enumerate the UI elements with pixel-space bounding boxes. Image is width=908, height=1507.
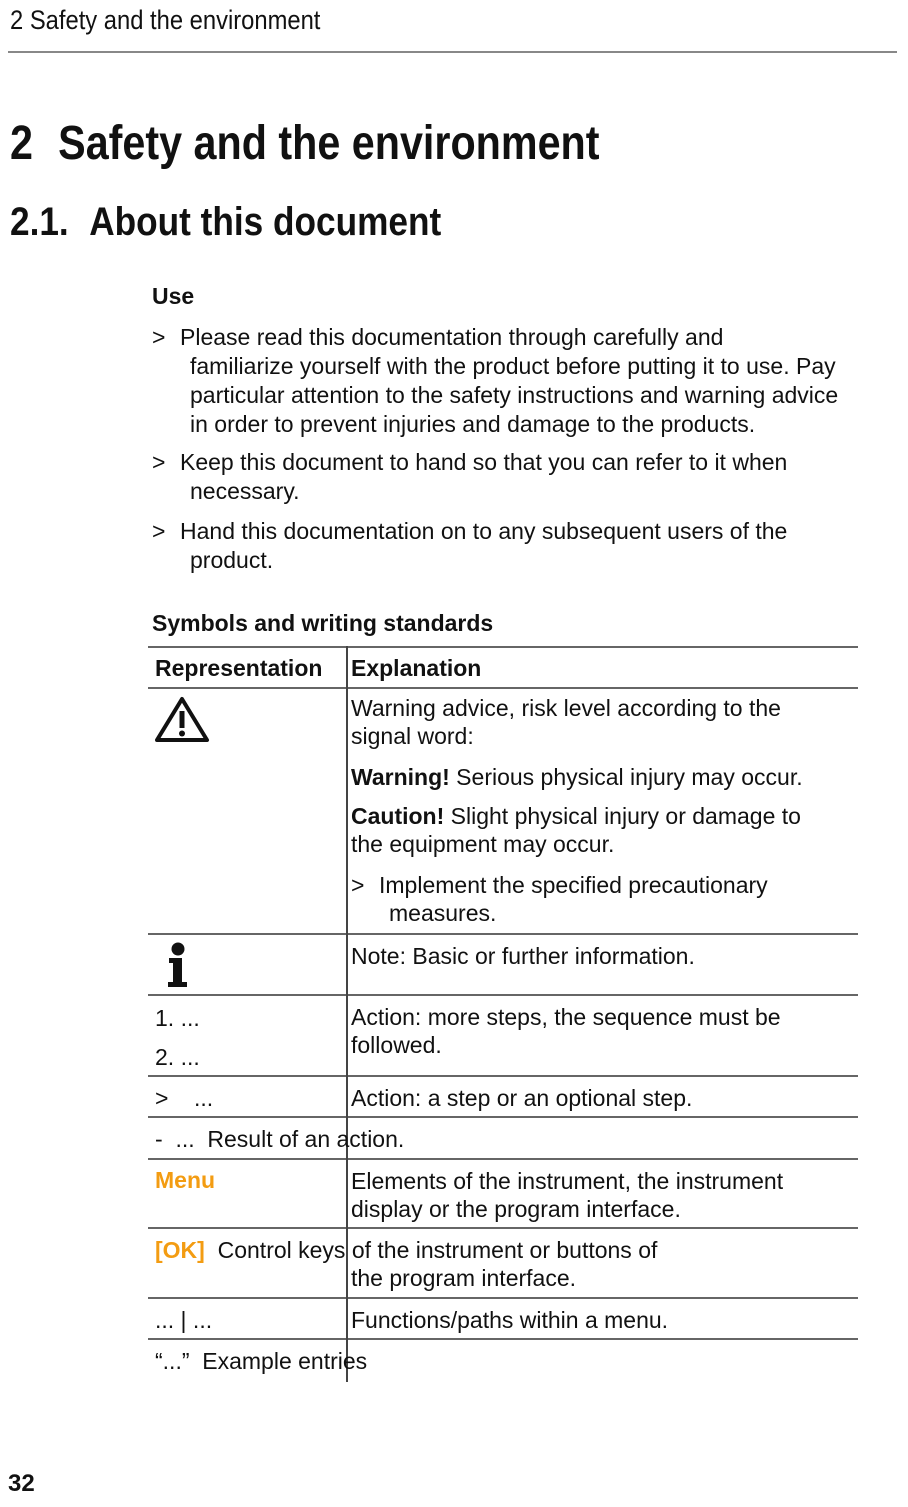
- table-rule: [148, 933, 858, 935]
- result-row-text: - ... Result of an action.: [155, 1126, 405, 1152]
- explanation-line: followed.: [351, 1032, 442, 1058]
- bullet-line: familiarize yourself with the product before putting it to use. Pay: [190, 353, 836, 379]
- use-bullet-1: [152, 323, 902, 439]
- warning-triangle-icon: [154, 696, 210, 750]
- table-rule: [148, 1116, 858, 1118]
- steps-explanation: [351, 1003, 856, 1059]
- table-rule: [148, 1075, 858, 1077]
- column-header-explanation: Explanation: [351, 655, 482, 681]
- bullet-marker: >: [152, 449, 166, 475]
- example-row-text: “...” Example entries: [155, 1348, 368, 1374]
- chapter-title: Safety and the environment: [58, 117, 600, 170]
- table-rule: [148, 646, 858, 648]
- menu-label: Menu: [155, 1167, 216, 1193]
- table-rule: [148, 1158, 858, 1160]
- column-header-representation: Representation: [155, 655, 323, 681]
- table-rule: [148, 1227, 858, 1229]
- table-rule: [148, 687, 858, 689]
- explanation-line: Elements of the instrument, the instrument: [351, 1168, 784, 1194]
- ok-key-label: [OK]: [155, 1237, 205, 1263]
- use-bullet-2: [152, 448, 902, 506]
- step-explanation: Action: a step or an optional step.: [351, 1085, 693, 1111]
- explanation-line: Warning advice, risk level according to the: [351, 695, 781, 721]
- explanation-line: display or the program interface.: [351, 1196, 681, 1222]
- caution-signal-line: [351, 802, 856, 830]
- warning-text: Serious physical injury may occur.: [449, 764, 803, 790]
- section-title: About this document: [89, 200, 442, 244]
- bullet-marker: >: [152, 324, 166, 350]
- caution-text: Slight physical injury or damage to: [444, 803, 801, 829]
- bullet-line: necessary.: [190, 478, 300, 504]
- bullet-marker: >: [152, 518, 166, 544]
- header-divider: [8, 51, 897, 53]
- section-heading: [10, 200, 441, 245]
- precaution-step: [351, 871, 856, 927]
- steps-left-1: 1. ...: [155, 1005, 200, 1031]
- section-number: 2.1.: [10, 200, 69, 244]
- bullet-line: Please read this documentation through carefully and: [180, 324, 724, 350]
- warning-explanation: [351, 694, 856, 927]
- path-explanation: Functions/paths within a menu.: [351, 1307, 669, 1333]
- chapter-heading: [10, 116, 600, 171]
- table-rule: [148, 994, 858, 996]
- menu-explanation: [351, 1167, 856, 1223]
- ok-row-text: Control keys of the instrument or buttons of: [204, 1237, 658, 1263]
- step-line: Implement the specified precautionary: [379, 872, 768, 898]
- warning-label: Warning!: [351, 764, 450, 790]
- explanation-line: signal word:: [351, 723, 474, 749]
- symbols-heading: Symbols and writing standards: [152, 610, 494, 636]
- table-rule: [148, 1338, 858, 1340]
- bullet-line: Hand this documentation on to any subsequent users of the: [180, 518, 788, 544]
- running-header: 2 Safety and the environment: [10, 5, 321, 35]
- caution-label: Caution!: [351, 803, 445, 829]
- steps-left-2: 2. ...: [155, 1044, 200, 1070]
- chapter-number: 2: [10, 117, 33, 170]
- bullet-line: in order to prevent injuries and damage to the products.: [190, 411, 756, 437]
- explanation-line: Action: more steps, the sequence must be: [351, 1004, 781, 1030]
- use-heading: Use: [152, 283, 195, 309]
- path-left: ... | ...: [155, 1307, 213, 1333]
- bullet-line: Keep this document to hand so that you can refer to it when: [180, 449, 788, 475]
- symbols-table: [148, 646, 858, 1382]
- info-icon: [164, 942, 192, 994]
- bullet-line: product.: [190, 547, 274, 573]
- warning-signal-line: [351, 763, 856, 791]
- note-explanation: Note: Basic or further information.: [351, 943, 695, 969]
- step-marker: >: [351, 872, 365, 898]
- bullet-line: particular attention to the safety instructions and warning advice: [190, 382, 839, 408]
- caution-text-cont: the equipment may occur.: [351, 831, 615, 857]
- use-bullet-3: [152, 517, 902, 575]
- step-left: > ...: [155, 1085, 214, 1111]
- step-line: measures.: [389, 900, 497, 926]
- page-number: 32: [8, 1470, 35, 1497]
- table-rule: [148, 1297, 858, 1299]
- column-divider: [346, 646, 348, 1382]
- ok-row-line-2: the program interface.: [351, 1265, 577, 1291]
- ok-row-line-1: [155, 1236, 845, 1264]
